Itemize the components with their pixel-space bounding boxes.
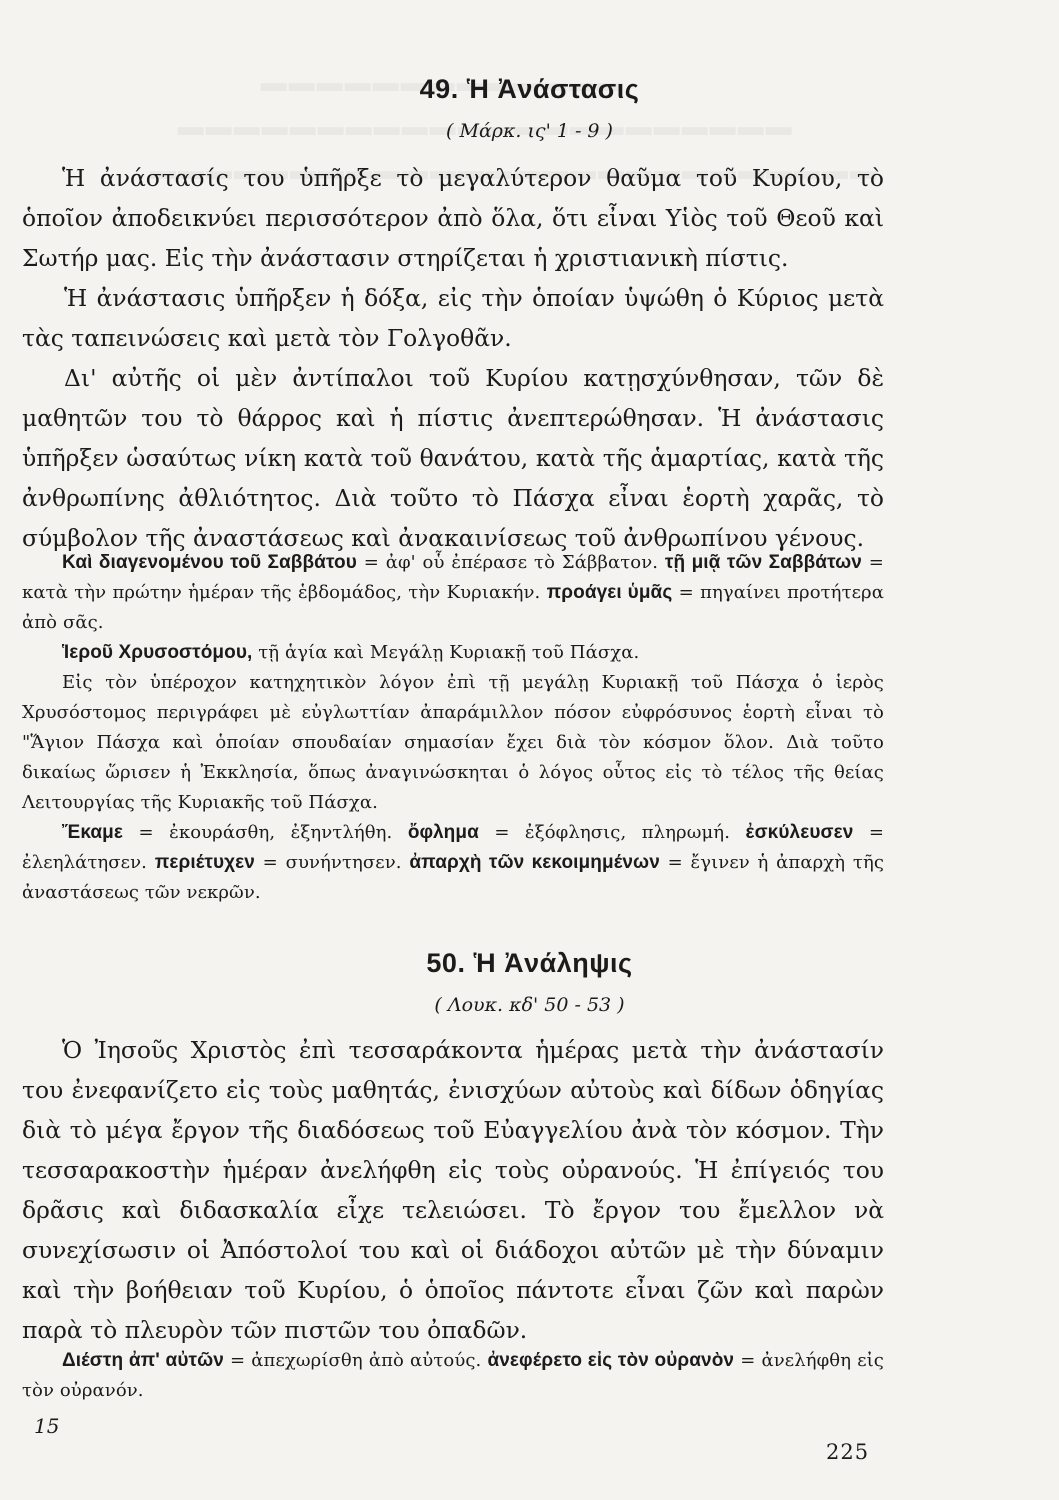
- commentary-note: Εἰς τὸν ὑπέροχον κατηχητικὸν λόγον ἐπὶ τῇ μεγάλῃ Κυριακῇ τοῦ Πάσχα ὁ ἱερὸς Χρυσόστομος περιγράφει μὲ εὐγλωττίαν ἀπαράμιλλον πόσον εὐφρόσυνος ἑορτὴ εἶναι τὸ "Ἅγιον Πάσχα καὶ ὁποίαν σπουδαίαν σημασίαν ἔχει διὰ τὸν κόσμον ὅλον. Διὰ τοῦτο δικαίως ὥρισεν ἡ Ἐκκλησία, ὅπως ἀναγινώσκηται ὁ λόγος οὗτος εἰς τὸ τέλος τῆς θείας Λειτουργίας τῆς Κυριακῆς τοῦ Πάσχα.: [22, 672, 884, 813]
- paragraph: Ὁ Ἰησοῦς Χριστὸς ἐπὶ τεσσαράκοντα ἡμέρας μετὰ τὴν ἀνάστασίν του ἐνεφανίζετο εἰς τοὺς μαθητάς, ἐνισχύων αὐτοὺς καὶ δίδων ὁδηγίας διὰ τὸ μέγα ἔργον τῆς διαδόσεως τοῦ Εὐαγγελίου ἀνὰ τὸν κόσμον. Τὴν τεσσαρακοστὴν ἡμέραν ἀνελήφθη εἰς τοὺς οὐρανούς. Ἡ ἐπίγειός του δρᾶσις καὶ διδασκαλία εἶχε τελειώσει. Τὸ ἔργον του ἔμελλον νὰ συνεχίσωσιν οἱ Ἀπόστολοί του καὶ οἱ διάδοχοι αὐτῶν μὲ τὴν δύναμιν καὶ τὴν βοήθειαν τοῦ Κυρίου, ὁ ὁποῖος πάντοτε εἶναι ζῶν καὶ παρὼν παρὰ τὸ πλευρὸν τῶν πιστῶν του ὀπαδῶν.: [22, 1036, 884, 1344]
- glossary-note: Ἔκαμε = ἐκουράσθη, ἐξηντλήθη. ὄφλημα = ἐξόφλησις, πληρωμή. ἐσκύλευσεν = ἐλεηλάτησεν. περιέτυχεν = συνήντησεν. ἀπαρχὴ τῶν κεκοιμημένων = ἔγινεν ἡ ἀπαρχὴ τῆς ἀναστάσεως τῶν νεκρῶν.: [22, 822, 885, 903]
- glossary-note: Διέστη ἀπ' αὐτῶν = ἀπεχωρίσθη ἀπὸ αὐτούς. ἀνεφέρετο εἰς τὸν οὐρανὸν = ἀνελήφθη εἰς τὸν οὐρανόν.: [22, 1350, 884, 1401]
- section-50-body: [22, 1030, 884, 1350]
- paragraph: Δι' αὐτῆς οἱ μὲν ἀντίπαλοι τοῦ Κυρίου κατῃσχύνθησαν, τῶν δὲ μαθητῶν του τὸ θάρρος καὶ ἡ πίστις ἀνεπτερώθησαν. Ἡ ἀνάστασις ὑπῆρξεν ὡσαύτως νίκη κατὰ τοῦ θανάτου, κατὰ τῆς ἁμαρτίας, κατὰ τῆς ἀνθρωπίνης ἀθλιότητος. Διὰ τοῦτο τὸ Πάσχα εἶναι ἑορτὴ χαρᾶς, τὸ σύμβολον τῆς ἀναστάσεως καὶ ἀνακαινίσεως τοῦ ἀνθρωπίνου γένους.: [22, 364, 884, 552]
- paragraph: Ἡ ἀνάστασις ὑπῆρξεν ἡ δόξα, εἰς τὴν ὁποίαν ὑψώθη ὁ Κύριος μετὰ τὰς ταπεινώσεις καὶ μετὰ τὸν Γολγοθᾶν.: [22, 284, 884, 352]
- section-title-50: 50. Ἡ Ἀνάληψις: [426, 948, 633, 978]
- glossary-note: Καὶ διαγενομένου τοῦ Σαββάτου = ἀφ' οὗ ἐπέρασε τὸ Σάββατον. τῇ μιᾷ τῶν Σαββάτων = κατὰ τὴν πρώτην ἡμέραν τῆς ἑβδομάδος, τὴν Κυριακήν. προάγει ὑμᾶς = πηγαίνει προτήτερα ἀπὸ σᾶς.: [22, 552, 884, 633]
- printer-signature-mark: 15: [34, 1414, 60, 1438]
- paragraph: Ἡ ἀνάστασίς του ὑπῆρξε τὸ μεγαλύτερον θαῦμα τοῦ Κυρίου, τὸ ὁποῖον ἀποδεικνύει περισσότερον ἀπὸ ὅλα, ὅτι εἶναι Υἱὸς τοῦ Θεοῦ καὶ Σωτήρ μας. Εἰς τὴν ἀνάστασιν στηρίζεται ἡ χριστιανικὴ πίστις.: [22, 164, 884, 272]
- scripture-reference-50: ( Λουκ. κδ' 50 - 53 ): [434, 994, 625, 1016]
- page-number: 225: [826, 1440, 870, 1464]
- section-title-49: 49. Ἡ Ἀνάστασις: [419, 74, 640, 104]
- glossary-note: Ἱεροῦ Χρυσοστόμου, τῇ ἁγία καὶ Μεγάλῃ Κυριακῇ τοῦ Πάσχα.: [62, 642, 640, 663]
- section-50-notes: [22, 1346, 884, 1406]
- section-49-notes: [22, 548, 884, 908]
- section-49-body: [22, 158, 884, 558]
- scripture-reference-49: ( Μάρκ. ις' 1 - 9 ): [446, 120, 613, 142]
